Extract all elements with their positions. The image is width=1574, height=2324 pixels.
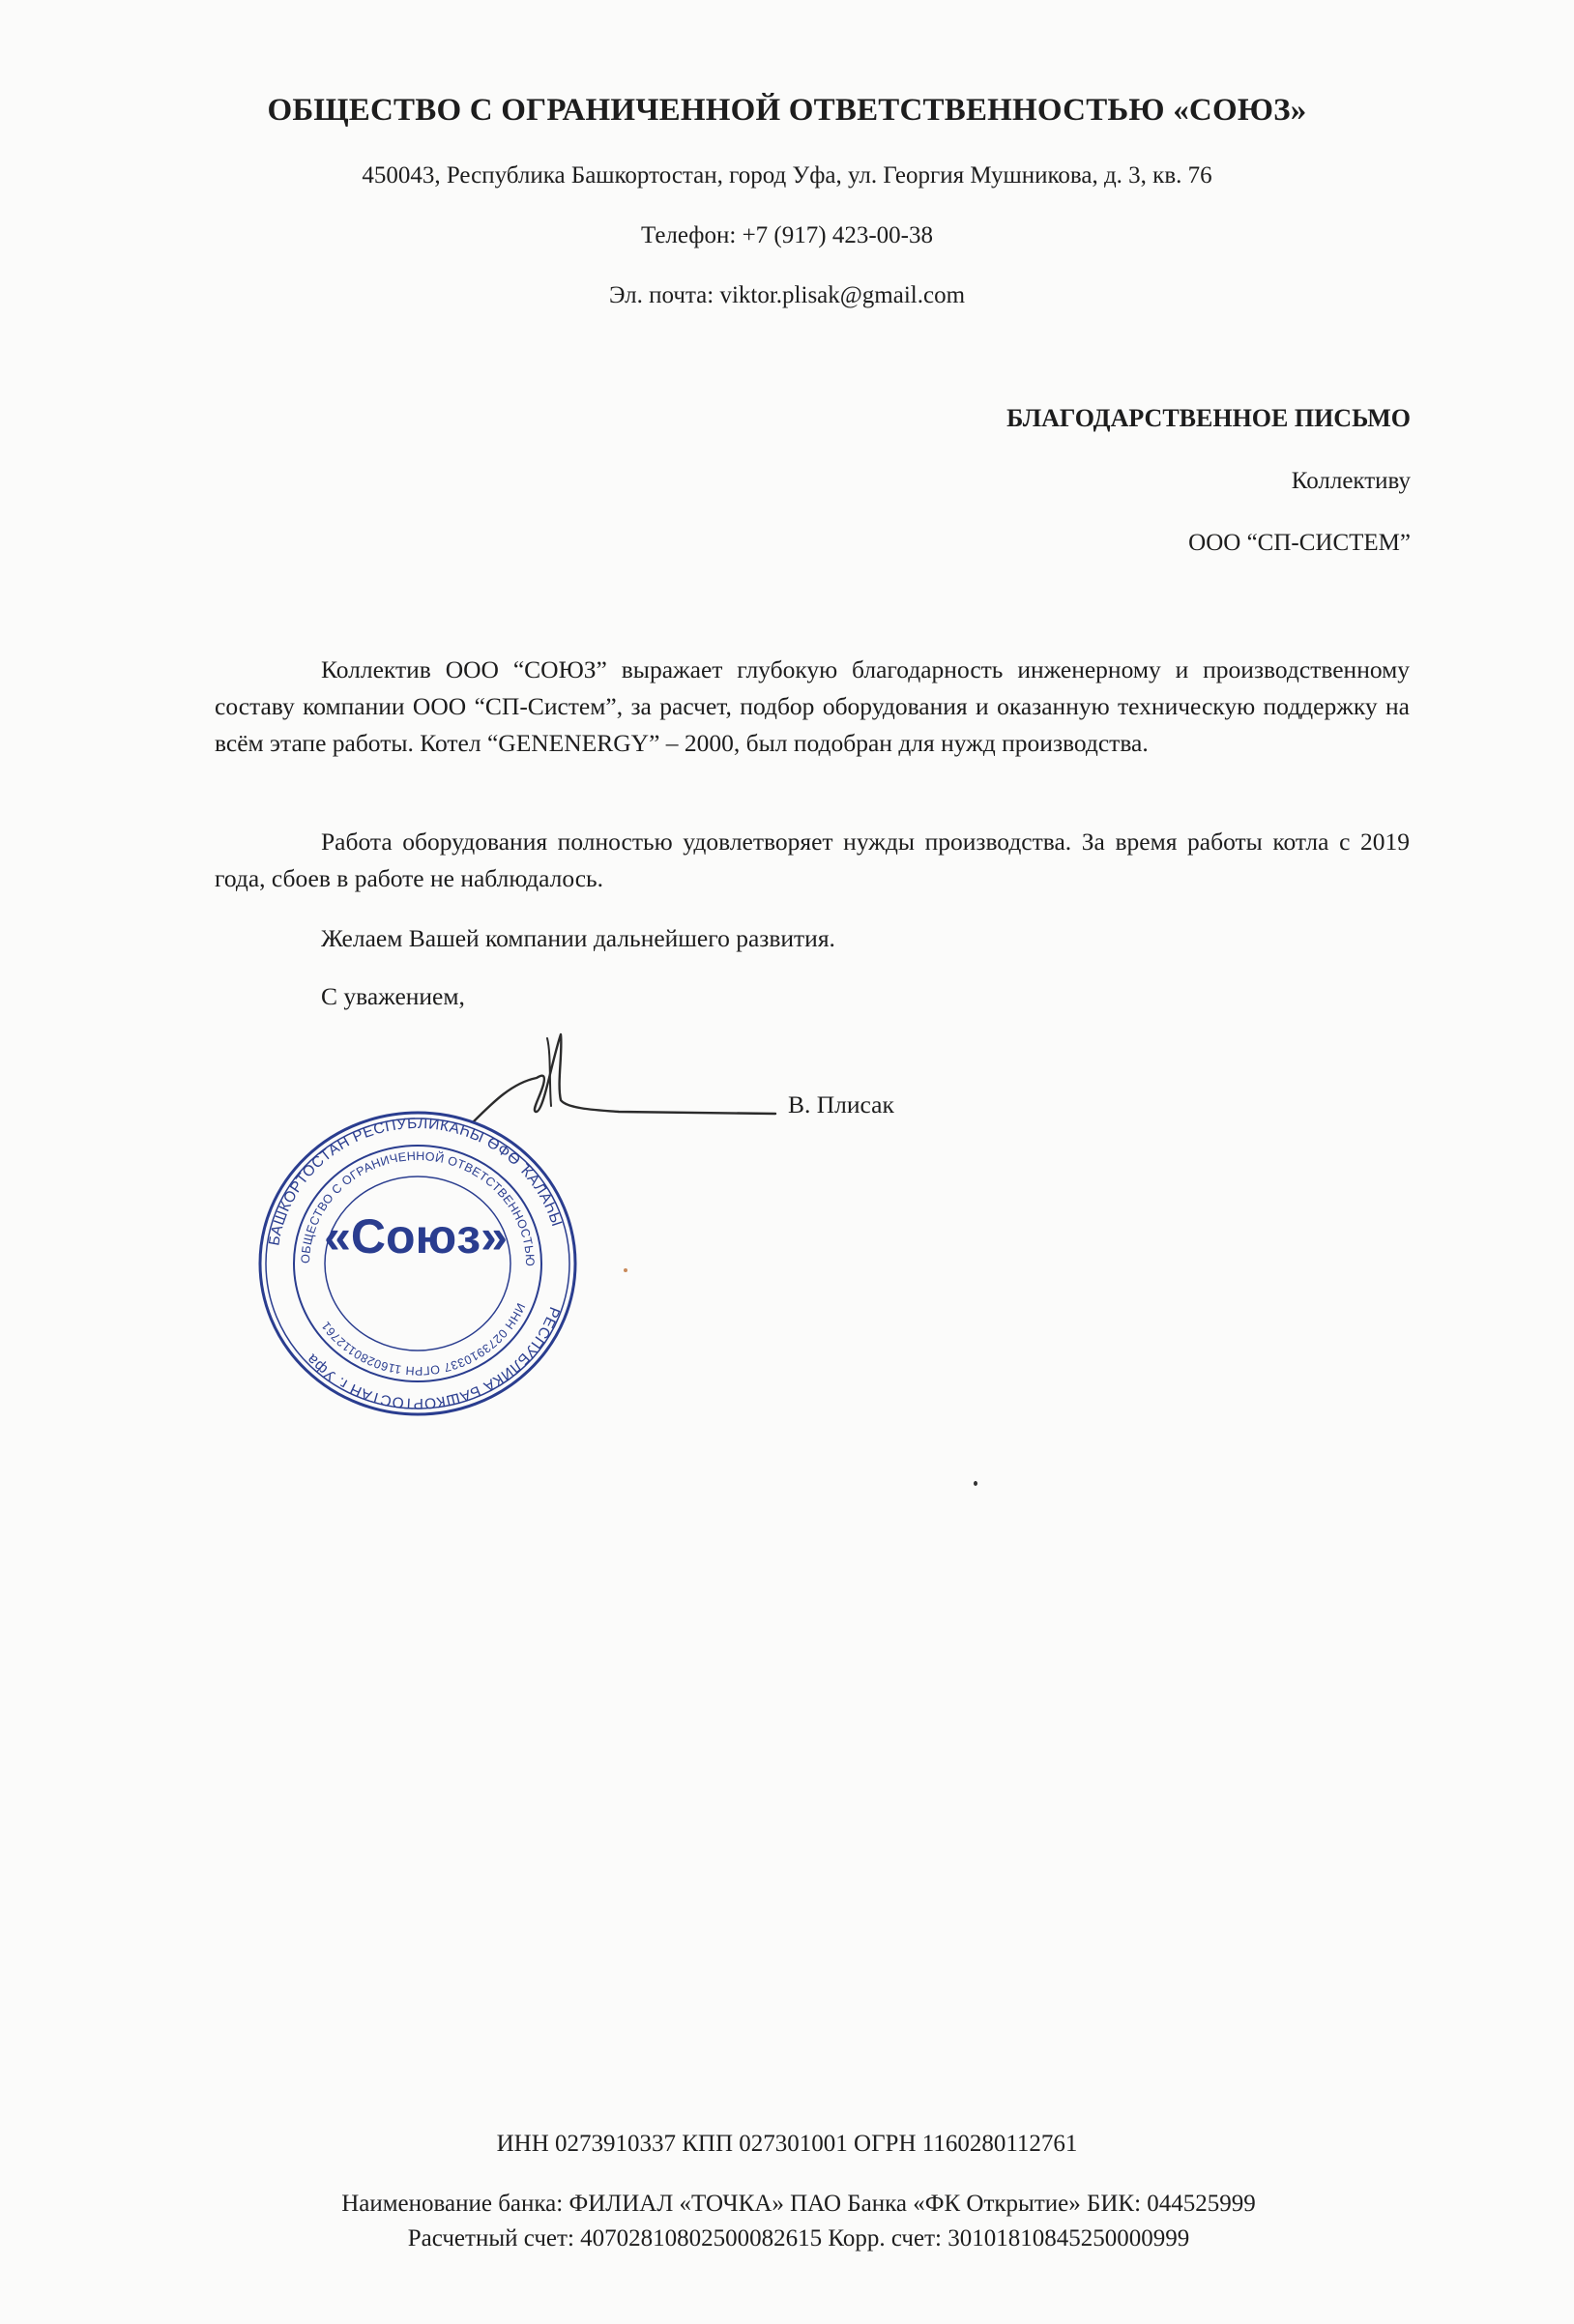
stamp-logo: «Союз»	[324, 1209, 508, 1264]
body-paragraph-1	[215, 652, 1410, 762]
closing-line	[215, 978, 1410, 1015]
stamp-outer-bottom-text: РЕСПУБЛИКА БАШКОРТОСТАН г. Уфа	[303, 1304, 563, 1412]
company-name: ОБЩЕСТВО С ОГРАНИЧЕННОЙ ОТВЕТСТВЕННОСТЬЮ «СОЮЗ»	[267, 93, 1307, 128]
company-address: 450043, Республика Башкортостан, город Уфа, ул. Георгия Мушникова, д. 3, кв. 76	[362, 162, 1212, 189]
svg-text:ИНН 0273910337 ОГРН 1160280112	[319, 1301, 528, 1378]
paragraph-text: Коллектив ООО “СОЮЗ” выражает глубокую благодарность инженерному и производственному составу компании ООО “СП-Систем”, за расчет, подбор оборудования и оказанную техническую поддержку на всём этапе работы. Котел “GENENERGY” – 2000, был подобран для нужд производства.	[215, 655, 1410, 757]
body-paragraph-3	[215, 920, 1410, 957]
stamp-outer-text: БАШКОРТОСТАН РЕСПУБЛИКАҺЫ ӨФӨ ҠАЛАҺЫ	[266, 1115, 566, 1247]
signer-name: В. Плисак	[788, 1090, 894, 1118]
company-email: Эл. почта: viktor.plisak@gmail.com	[608, 282, 966, 308]
stamp-inner-bottom-text: ИНН 0273910337 ОГРН 1160280112761	[318, 1300, 528, 1379]
footer-bank: Наименование банка: ФИЛИАЛ «ТОЧКА» ПАО Банка «ФК Открытие» БИК: 044525999	[341, 2191, 1256, 2217]
footer-requisites: ИНН 0273910337 КПП 027301001 ОГРН 1160280112761	[496, 2131, 1078, 2157]
stamp-inner-text: ОБЩЕСТВО С ОГРАНИЧЕННОЙ ОТВЕТСТВЕННОСТЬЮ	[298, 1148, 538, 1267]
paper-speck	[624, 1268, 627, 1272]
company-phone: Телефон: +7 (917) 423-00-38	[641, 222, 933, 248]
addressee-line-2: ООО “СП-СИСТЕМ”	[1188, 530, 1411, 556]
footer-account: Расчетный счет: 40702810802500082615 Корр. счет: 30101810845250000999	[407, 2225, 1190, 2251]
body-paragraph-2	[215, 824, 1410, 897]
paper-speck	[974, 1481, 977, 1486]
addressee-line-1: Коллективу	[1291, 468, 1411, 494]
paragraph-text: Работа оборудования полностью удовлетворяет нужды производства. За время работы котла с 2019 года, сбоев в работе не наблюдалось.	[215, 828, 1410, 892]
paragraph-text: Желаем Вашей компании дальнейшего развития.	[321, 924, 835, 952]
closing-text: С уважением,	[321, 982, 465, 1010]
letter-title: БЛАГОДАРСТВЕННОЕ ПИСЬМО	[1006, 404, 1411, 432]
